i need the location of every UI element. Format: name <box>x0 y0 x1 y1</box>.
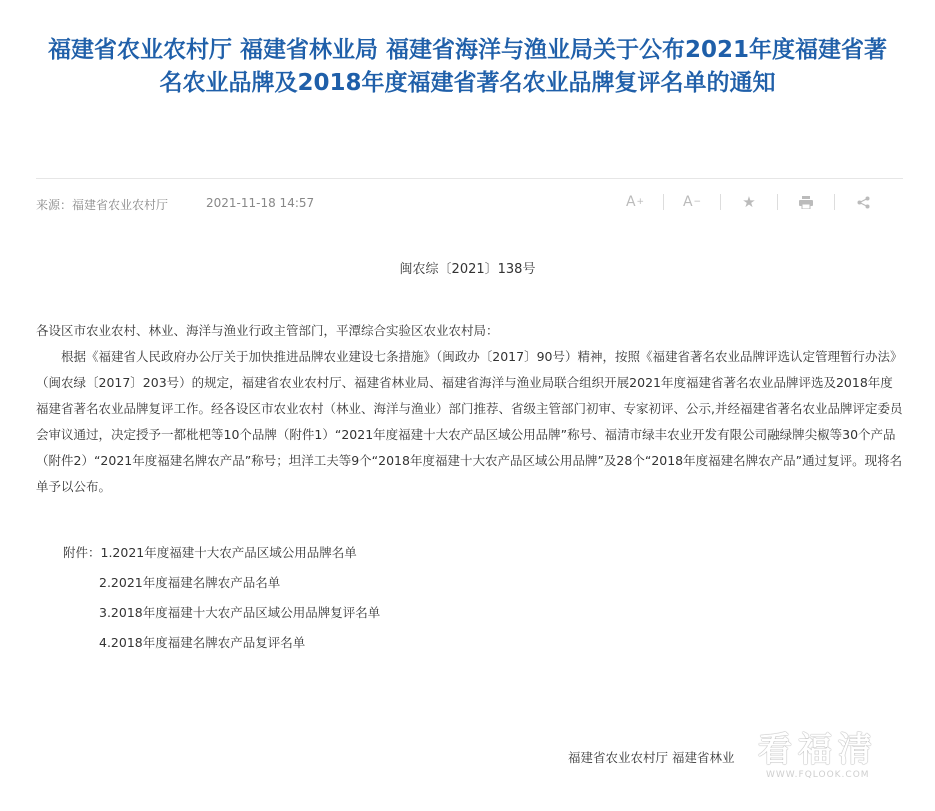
share-icon-svg <box>857 196 870 209</box>
printer-icon-svg <box>799 196 813 209</box>
toolbar-divider <box>663 194 664 210</box>
font-decrease-label: A <box>682 194 693 210</box>
article-title: 福建省农业农村厅 福建省林业局 福建省海洋与渔业局关于公布2021年度福建省著名农业品牌及2018年度福建省著名农业品牌复评名单的通知 <box>47 37 888 96</box>
site-watermark <box>758 722 928 792</box>
print-icon[interactable] <box>792 191 820 213</box>
attachment-item-2[interactable]: 2.2021年度福建名牌农产品名单 <box>99 575 281 590</box>
attachments-list <box>63 538 380 658</box>
watermark-url: WWW.FQLOOK.COM <box>766 770 870 780</box>
body-paragraph: 根据《福建省人民政府办公厅关于加快推进品牌农业建设七条措施》（闽政办〔2017〕90号）精神，按照《福建省著名农业品牌评选认定管理暂行办法》（闽农绿〔2017〕203号）的规定，福建省农业农村厅、福建省林业局、福建省海洋与渔业局联合组织开展2021年度福建省著名农业品牌评选及2018年度福建省著名农业品牌复评工作。经各设区市农业农村（林业、海洋与渔业）部门推荐、省级主管部门初审、专家初评、公示,并经福建省著名农业品牌评定委员会审议通过，决定授予一都枇杷等10个品牌（附件1）“2021年度福建十大农产品区域公用品牌”称号、福清市绿丰农业开发有限公司融绿牌尖椒等30个产品（附件2）“2021年度福建名牌农产品”称号；坦洋工夫等9个“2018年度福建十大农产品区域公用品牌”及28个“2018年度福建名牌农产品”通过复评。现将名单予以公布。 <box>36 349 903 494</box>
attachment-item-3[interactable]: 3.2018年度福建十大农产品区域公用品牌复评名单 <box>99 605 381 620</box>
share-icon[interactable] <box>849 191 877 213</box>
toolbar-divider <box>777 194 778 210</box>
watermark-logo-text: 看福清 <box>758 730 878 770</box>
article-time: 2021-11-18 14:57 <box>206 196 315 210</box>
favorite-star-icon[interactable]: ★ <box>742 193 756 211</box>
font-decrease-sign: − <box>693 197 702 207</box>
font-increase-sign: + <box>636 197 645 207</box>
article-source: 来源：福建省农业农村厅 <box>36 198 169 212</box>
font-increase-label: A <box>625 194 636 210</box>
document-number: 闽农综〔2021〕138号 <box>399 262 536 277</box>
toolbar-divider <box>834 194 835 210</box>
article-toolbar <box>607 191 891 213</box>
article-meta-bar <box>36 178 903 225</box>
toolbar-divider <box>720 194 721 210</box>
attachment-item-4[interactable]: 4.2018年度福建名牌农产品复评名单 <box>99 635 306 650</box>
signature-issuers: 福建省农业农村厅 福建省林业 <box>568 750 735 765</box>
article-body <box>36 318 903 500</box>
attachment-item-1[interactable]: 附件：1.2021年度福建十大农产品区域公用品牌名单 <box>63 545 357 560</box>
salutation: 各设区市农业农村、林业、海洋与渔业行政主管部门，平潭综合实验区农业农村局： <box>36 323 499 338</box>
font-decrease-button[interactable] <box>678 191 706 213</box>
font-increase-button[interactable] <box>621 191 649 213</box>
